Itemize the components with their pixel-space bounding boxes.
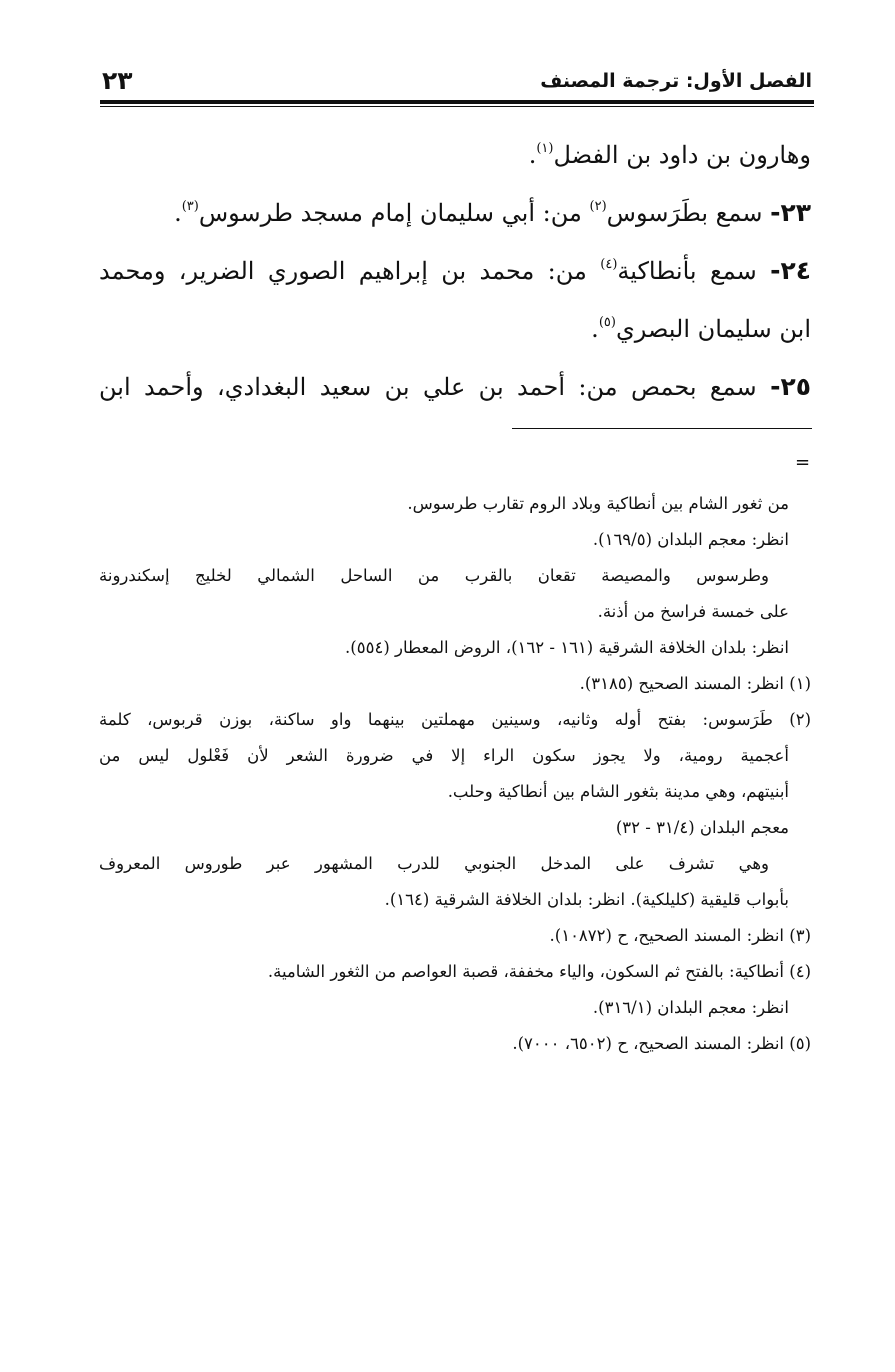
footnote-line: انظر: معجم البلدان (١٦٩/٥). (592, 530, 789, 549)
footnote-5: (٥) انظر: المسند الصحيح، ح (٦٥٠٢، ٧٠٠٠). (512, 1034, 811, 1053)
chapter-title: الفصل الأول: ترجمة المصنف (540, 70, 812, 92)
footnote-ref-2[interactable]: (٢) (589, 199, 607, 214)
footnote-3: (٣) انظر: المسند الصحيح، ح (١٠٨٧٢). (549, 926, 811, 945)
entry-24: ٢٤- سمع بأنطاكية$^{(٤)}$ من: محمد بن إبراهيم الصوري الضرير، ومحمد (99, 256, 811, 285)
footnote-2: (٢) طَرَسوس: بفتح أوله وثانيه، وسينين مهملتين بينهما واو ساكنة، بوزن قربوس، كلمة (99, 710, 811, 729)
footnote-ref-4[interactable]: (٤) (600, 257, 618, 272)
entry-23: ٢٣- سمع بطَرَسوس$^{(٢)}$ من: أبي سليمان إمام مسجد طرسوس$^{(٣)}$. (174, 198, 811, 227)
footnote-line: من ثغور الشام بين أنطاكية وبلاد الروم تقارب طرسوس. (407, 494, 789, 513)
entry-number: ٢٤- (770, 256, 811, 285)
footnote-line: وهي تشرف على المدخل الجنوبي للدرب المشهور عبر طوروس المعروف (99, 854, 769, 873)
page-number: ٢٣ (102, 66, 133, 95)
main-text (99, 126, 811, 416)
footnote-line: على خمسة فراسخ من أذنة. (597, 602, 789, 621)
footnote-1: (١) انظر: المسند الصحيح (٣١٨٥). (579, 674, 811, 693)
footnote-line: انظر: بلدان الخلافة الشرقية (١٦١ - ١٦٢)، الروض المعطار (٥٥٤). (345, 638, 789, 657)
header-rule-thin (100, 106, 814, 107)
footnotes (99, 486, 811, 1062)
footnote-line: وطرسوس والمصيصة تقعان بالقرب من الساحل الشمالي لخليج إسكندرونة (99, 566, 769, 585)
footnote-ref-3[interactable]: (٣) (181, 199, 199, 214)
entry-25: ٢٥- سمع بحمص من: أحمد بن علي بن سعيد البغدادي، وأحمد ابن (99, 372, 811, 401)
footnote-separator (512, 428, 812, 429)
main-line-1: وهارون بن داود بن الفضل$^{(١)}$. (528, 141, 811, 169)
footnote-line: أعجمية رومية، ولا يجوز سكون الراء إلا في ضرورة الشعر لأن فَعْلول ليس من (99, 746, 789, 765)
footnote-ref-5[interactable]: (٥) (598, 315, 616, 330)
header-rule-thick (100, 100, 814, 104)
footnote-line: بأبواب قليقية (كليلكية). انظر: بلدان الخلافة الشرقية (١٦٤). (384, 890, 789, 909)
continuation-mark: = (795, 452, 811, 473)
entry-24-continued: ابن سليمان البصري$^{(٥)}$. (591, 315, 811, 343)
entry-number: ٢٥- (770, 372, 811, 401)
footnote-ref-1[interactable]: (١) (536, 141, 554, 156)
footnote-line: انظر: معجم البلدان (٣١٦/١). (592, 998, 789, 1017)
running-head (100, 66, 812, 100)
footnote-line: أبنيتهم، وهي مدينة بثغور الشام بين أنطاكية وحلب. (447, 782, 789, 801)
footnote-line: معجم البلدان (٣١/٤ - ٣٢) (615, 818, 789, 837)
entry-number: ٢٣- (770, 198, 811, 227)
footnote-4: (٤) أنطاكية: بالفتح ثم السكون، والياء مخففة، قصبة العواصم من الثغور الشامية. (267, 962, 811, 981)
